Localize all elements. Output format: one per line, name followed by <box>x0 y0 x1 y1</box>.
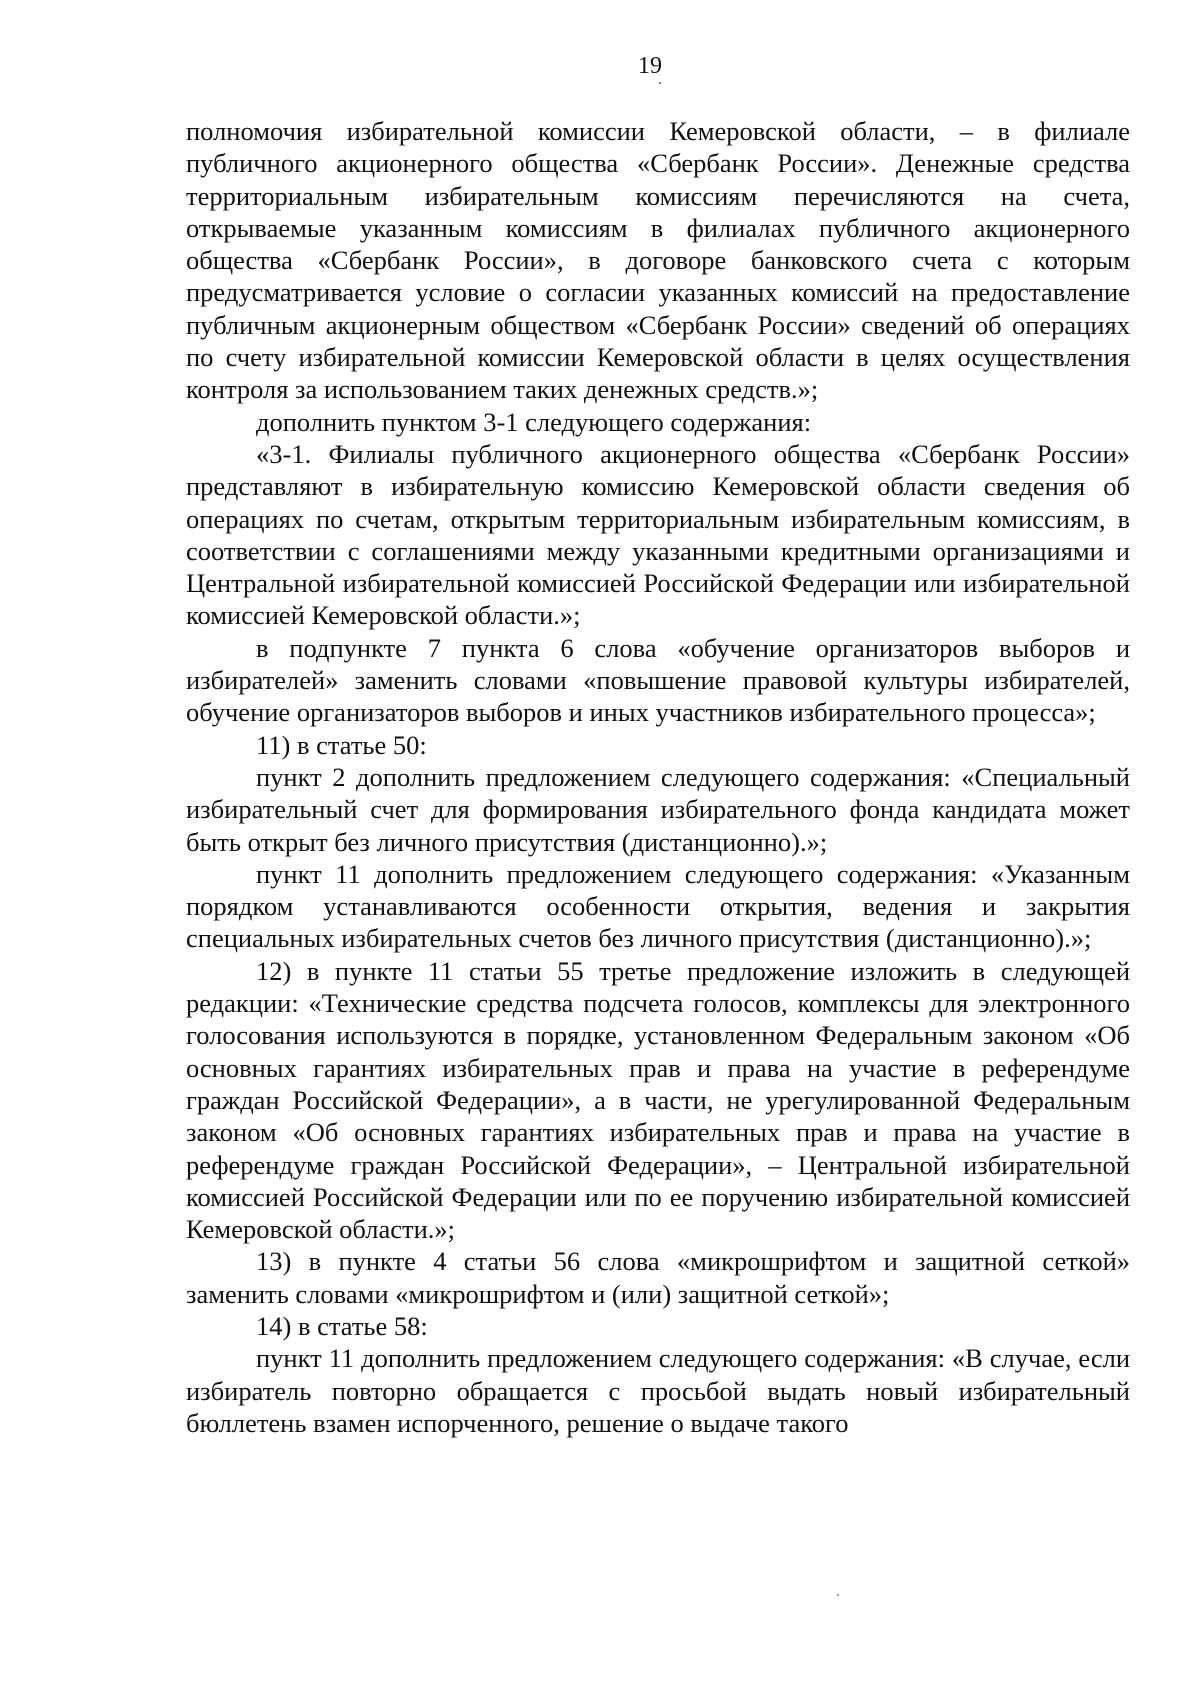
scan-artifact <box>659 82 661 84</box>
paragraph: пункт 11 дополнить предложением следующего содержания: «Указанным порядком устанавливаются особенности открытия, ведения и закрытия специальных избирательных счетов без личного присутствия (дистанционно).»; <box>186 858 1130 954</box>
paragraph: пункт 11 дополнить предложением следующего содержания: «В случае, если избиратель повторно обращается с просьбой выдать новый избирательный бюллетень взамен испорченного, решение о выдаче такого <box>186 1343 1130 1438</box>
paragraph: 14) в статье 58: <box>256 1310 428 1341</box>
document-body <box>186 115 1130 1439</box>
paragraph: 13) в пункте 4 статьи 56 слова «микрошрифтом и защитной сеткой» заменить словами «микрошрифтом и (или) защитной сеткой»; <box>186 1246 1130 1309</box>
paragraph: 11) в статье 50: <box>256 729 427 760</box>
paragraph: дополнить пунктом 3-1 следующего содержания: <box>256 406 812 437</box>
page-number: 19 <box>638 53 662 79</box>
scan-artifact <box>837 1594 839 1596</box>
paragraph: полномочия избирательной комиссии Кемеровской области, – в филиале публичного акционерного общества «Сбербанк России». Денежные средства территориальным избирательным комиссиям перечисляются на счета, открываемые указанным комиссиям в филиалах публичного акционерного общества «Сбербанк России», в договоре банковского счета с которым предусматривается условие о согласии указанных комиссий на предоставление публичным акционерным обществом «Сбербанк России» сведений об операциях по счету избирательной комиссии Кемеровской области в целях осуществления контроля за использованием таких денежных средств.»; <box>186 116 1130 405</box>
paragraph: пункт 2 дополнить предложением следующего содержания: «Специальный избирательный счет для формирования избирательного фонда кандидата может быть открыт без личного присутствия (дистанционно).»; <box>186 761 1130 857</box>
paragraph: «3-1. Филиалы публичного акционерного общества «Сбербанк России» представляют в избирательную комиссию Кемеровской области сведения об операциях по счетам, открытым территориальным избирательным комиссиям, в соответствии с соглашениями между указанными кредитными организациями и Центральной избирательной комиссией Российской Федерации или избирательной комиссией Кемеровской области.»; <box>186 438 1130 631</box>
paragraph: в подпункте 7 пункта 6 слова «обучение организаторов выборов и избирателей» заменить словами «повышение правовой культуры избирателей, обучение организаторов выборов и иных участников избирательного процесса»; <box>186 632 1130 728</box>
paragraph: 12) в пункте 11 статьи 55 третье предложение изложить в следующей редакции: «Технические средства подсчета голосов, комплексы для электронного голосования используются в порядке, установленном Федеральным законом «Об основных гарантиях избирательных прав и права на участие в референдуме граждан Российской Федерации», а в части, не урегулированной Федеральным законом «Об основных гарантиях избирательных прав и права на участие в референдуме граждан Российской Федерации», – Центральной избирательной комиссией Российской Федерации или по ее поручению избирательной комиссией Кемеровской области.»; <box>186 955 1130 1245</box>
